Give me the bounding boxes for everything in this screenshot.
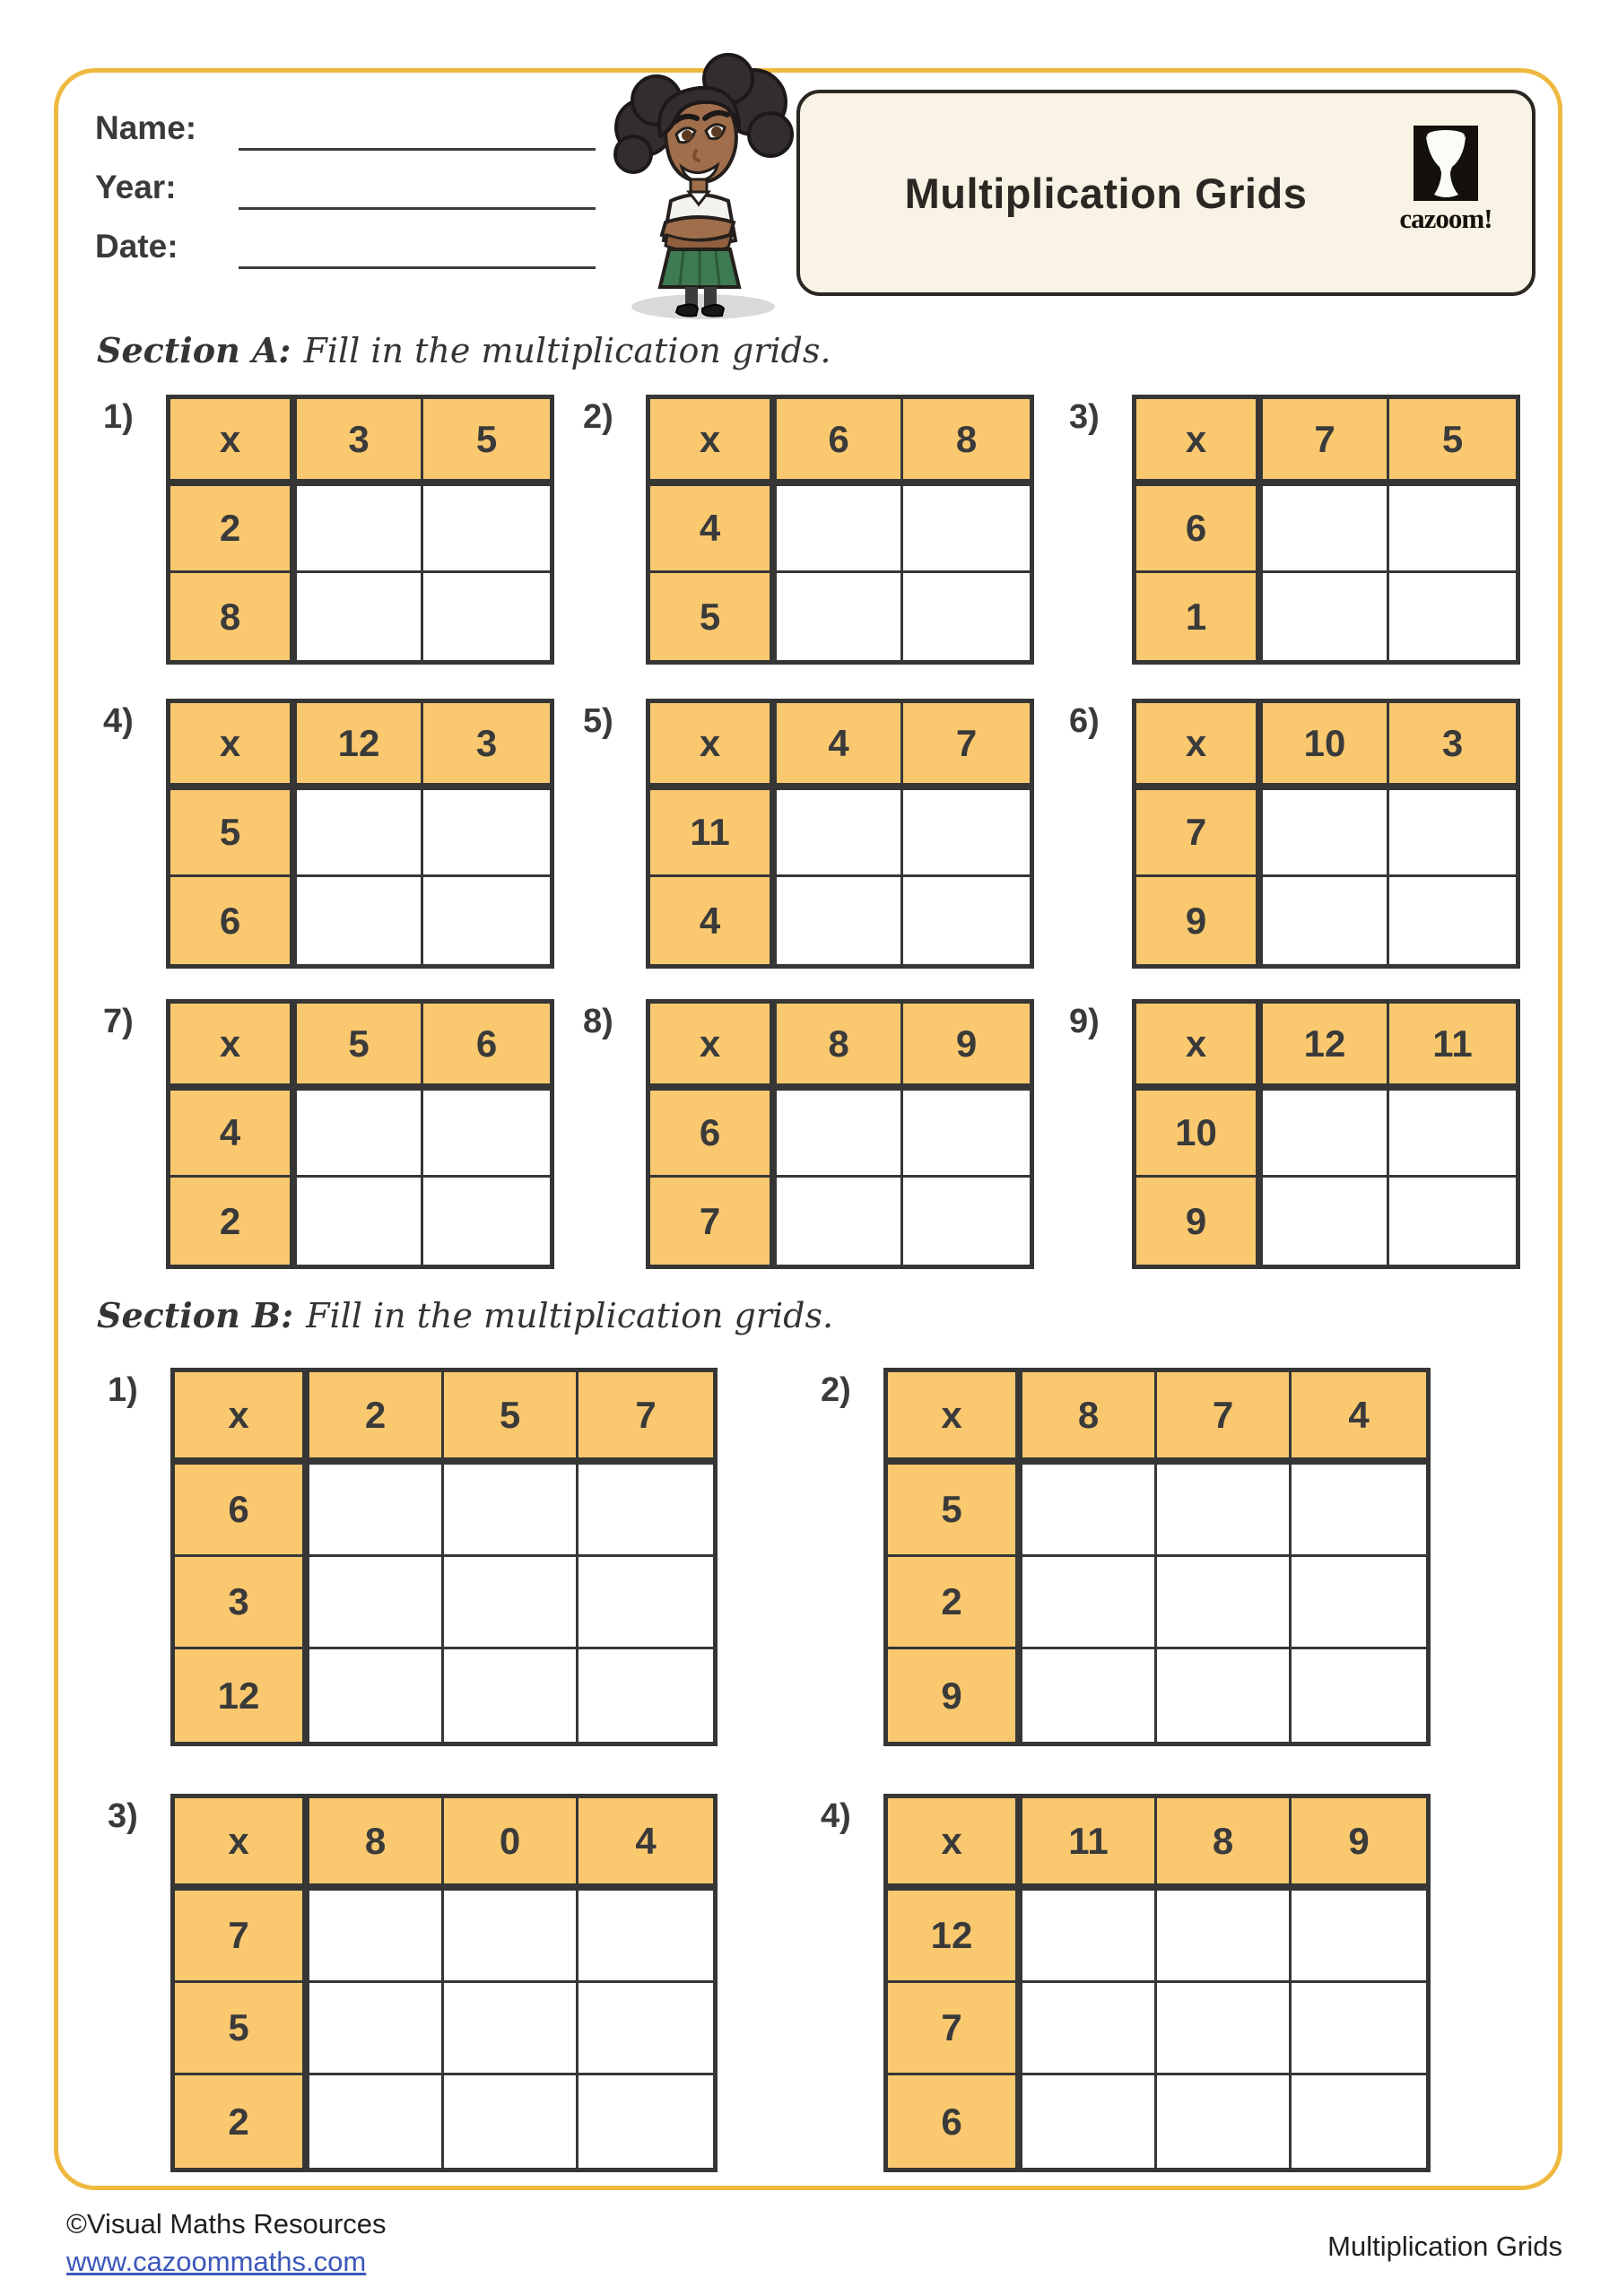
multiplication-grid-unit xyxy=(103,699,554,969)
answer-cell xyxy=(1157,1891,1292,1983)
answer-cell xyxy=(1292,1557,1426,1649)
section-b-heading xyxy=(97,1295,833,1335)
answer-cell xyxy=(1389,877,1516,964)
answer-cell xyxy=(1389,1091,1516,1178)
column-header-cell: 7 xyxy=(903,703,1030,790)
answer-cell xyxy=(1389,1178,1516,1265)
multiplication-grid-unit xyxy=(1069,395,1520,665)
answer-cell xyxy=(423,573,550,660)
row-header-cell: 11 xyxy=(650,790,777,877)
title-box xyxy=(796,90,1535,296)
answer-cell xyxy=(297,486,423,573)
operator-cell: x xyxy=(1136,399,1263,486)
answer-cell xyxy=(423,1091,550,1178)
column-header-cell: 5 xyxy=(444,1372,578,1465)
multiplication-grid-unit xyxy=(583,699,1034,969)
multiplication-table xyxy=(646,395,1034,665)
column-header-cell: 4 xyxy=(1292,1372,1426,1465)
answer-cell xyxy=(297,573,423,660)
row-header-cell: 8 xyxy=(170,573,297,660)
row-header-cell: 7 xyxy=(888,1983,1022,2075)
row-header-cell: 4 xyxy=(650,486,777,573)
answer-cell xyxy=(777,573,903,660)
grid-number-label: 4) xyxy=(821,1797,851,1835)
row-header-cell: 7 xyxy=(175,1891,309,1983)
multiplication-table xyxy=(166,395,554,665)
answer-cell xyxy=(1292,1891,1426,1983)
name-field-label: Name: xyxy=(95,109,197,146)
answer-cell xyxy=(1022,1465,1157,1557)
column-header-cell: 10 xyxy=(1263,703,1389,790)
operator-cell: x xyxy=(175,1372,309,1465)
row-header-cell: 9 xyxy=(1136,1178,1263,1265)
multiplication-table xyxy=(883,1794,1431,2172)
section-a-label: Section A: xyxy=(97,330,291,370)
row-header-cell: 7 xyxy=(650,1178,777,1265)
answer-cell xyxy=(903,877,1030,964)
operator-cell: x xyxy=(888,1372,1022,1465)
answer-cell xyxy=(1292,1465,1426,1557)
answer-cell xyxy=(578,1465,713,1557)
answer-cell xyxy=(777,486,903,573)
footer-doc-title: Multiplication Grids xyxy=(1327,2231,1562,2262)
answer-cell xyxy=(1157,1649,1292,1742)
answer-cell xyxy=(309,1465,444,1557)
multiplication-grid-unit xyxy=(1069,699,1520,969)
column-header-cell: 6 xyxy=(423,1004,550,1091)
answer-cell xyxy=(1263,1091,1389,1178)
grid-number-label: 6) xyxy=(1069,702,1100,740)
column-header-cell: 5 xyxy=(423,399,550,486)
answer-cell xyxy=(1292,2075,1426,2168)
section-a-instruction: Fill in the multiplication grids. xyxy=(303,331,831,370)
row-header-cell: 5 xyxy=(175,1983,309,2075)
answer-cell xyxy=(297,790,423,877)
answer-cell xyxy=(1263,1178,1389,1265)
grid-number-label: 3) xyxy=(1069,398,1100,436)
answer-cell xyxy=(1292,1983,1426,2075)
answer-cell xyxy=(309,1557,444,1649)
operator-cell: x xyxy=(170,399,297,486)
operator-cell: x xyxy=(175,1798,309,1891)
answer-cell xyxy=(1263,486,1389,573)
column-header-cell: 8 xyxy=(309,1798,444,1891)
multiplication-grid-unit xyxy=(583,395,1034,665)
answer-cell xyxy=(578,1983,713,2075)
multiplication-table xyxy=(170,1794,718,2172)
operator-cell: x xyxy=(1136,703,1263,790)
date-field-line xyxy=(239,266,596,269)
answer-cell xyxy=(309,1649,444,1742)
column-header-cell: 8 xyxy=(903,399,1030,486)
row-header-cell: 6 xyxy=(170,877,297,964)
page-title: Multiplication Grids xyxy=(904,169,1308,217)
row-header-cell: 2 xyxy=(170,486,297,573)
row-header-cell: 6 xyxy=(1136,486,1263,573)
row-header-cell: 1 xyxy=(1136,573,1263,660)
answer-cell xyxy=(1022,1983,1157,2075)
row-header-cell: 2 xyxy=(888,1557,1022,1649)
year-field-label: Year: xyxy=(95,169,177,205)
answer-cell xyxy=(1157,2075,1292,2168)
schoolgirl-illustration xyxy=(603,45,798,321)
answer-cell xyxy=(297,1178,423,1265)
answer-cell xyxy=(578,2075,713,2168)
multiplication-table xyxy=(166,999,554,1269)
column-header-cell: 5 xyxy=(1389,399,1516,486)
answer-cell xyxy=(309,2075,444,2168)
multiplication-grid-unit xyxy=(103,999,554,1269)
multiplication-grid-unit xyxy=(1069,999,1520,1269)
multiplication-table xyxy=(1132,999,1520,1269)
grid-number-label: 9) xyxy=(1069,1003,1100,1040)
column-header-cell: 8 xyxy=(1157,1798,1292,1891)
multiplication-grid-unit xyxy=(821,1368,1431,1746)
answer-cell xyxy=(777,790,903,877)
column-header-cell: 4 xyxy=(578,1798,713,1891)
column-header-cell: 8 xyxy=(1022,1372,1157,1465)
row-header-cell: 6 xyxy=(888,2075,1022,2168)
answer-cell xyxy=(1157,1983,1292,2075)
column-header-cell: 7 xyxy=(1263,399,1389,486)
answer-cell xyxy=(578,1891,713,1983)
grid-number-label: 1) xyxy=(103,398,134,436)
column-header-cell: 3 xyxy=(423,703,550,790)
date-field-label: Date: xyxy=(95,228,178,265)
answer-cell xyxy=(1022,2075,1157,2168)
answer-cell xyxy=(1157,1557,1292,1649)
multiplication-grid-unit xyxy=(103,395,554,665)
operator-cell: x xyxy=(888,1798,1022,1891)
column-header-cell: 12 xyxy=(297,703,423,790)
row-header-cell: 4 xyxy=(170,1091,297,1178)
answer-cell xyxy=(903,1091,1030,1178)
answer-cell xyxy=(423,486,550,573)
answer-cell xyxy=(297,1091,423,1178)
answer-cell xyxy=(1263,790,1389,877)
grid-number-label: 3) xyxy=(108,1797,138,1835)
answer-cell xyxy=(444,1557,578,1649)
column-header-cell: 5 xyxy=(297,1004,423,1091)
column-header-cell: 7 xyxy=(578,1372,713,1465)
logo-wordmark: cazoom! xyxy=(1399,203,1492,234)
multiplication-grid-unit xyxy=(583,999,1034,1269)
answer-cell xyxy=(297,877,423,964)
column-header-cell: 9 xyxy=(1292,1798,1426,1891)
copyright-text: ©Visual Maths Resources xyxy=(66,2208,387,2239)
operator-cell: x xyxy=(650,703,777,790)
operator-cell: x xyxy=(650,1004,777,1091)
multiplication-grid-unit xyxy=(108,1794,718,2172)
multiplication-table xyxy=(646,999,1034,1269)
column-header-cell: 12 xyxy=(1263,1004,1389,1091)
answer-cell xyxy=(1263,573,1389,660)
row-header-cell: 5 xyxy=(170,790,297,877)
answer-cell xyxy=(423,877,550,964)
multiplication-table xyxy=(1132,395,1520,665)
row-header-cell: 12 xyxy=(888,1891,1022,1983)
multiplication-grid-unit xyxy=(108,1368,718,1746)
answer-cell xyxy=(1022,1649,1157,1742)
answer-cell xyxy=(444,1649,578,1742)
grid-number-label: 1) xyxy=(108,1371,138,1409)
row-header-cell: 12 xyxy=(175,1649,309,1742)
multiplication-table xyxy=(170,1368,718,1746)
section-a-heading xyxy=(97,330,831,370)
answer-cell xyxy=(444,1983,578,2075)
grid-number-label: 7) xyxy=(103,1003,134,1040)
djembe-drum-icon xyxy=(1414,126,1478,201)
row-header-cell: 6 xyxy=(650,1091,777,1178)
answer-cell xyxy=(1292,1649,1426,1742)
row-header-cell: 5 xyxy=(650,573,777,660)
year-field-line xyxy=(239,207,596,210)
answer-cell xyxy=(423,790,550,877)
operator-cell: x xyxy=(170,703,297,790)
column-header-cell: 0 xyxy=(444,1798,578,1891)
answer-cell xyxy=(1389,790,1516,877)
column-header-cell: 3 xyxy=(297,399,423,486)
row-header-cell: 2 xyxy=(175,2075,309,2168)
column-header-cell: 11 xyxy=(1022,1798,1157,1891)
section-b-instruction: Fill in the multiplication grids. xyxy=(306,1296,834,1335)
section-b-label: Section B: xyxy=(97,1295,294,1335)
answer-cell xyxy=(309,1891,444,1983)
column-header-cell: 6 xyxy=(777,399,903,486)
answer-cell xyxy=(777,877,903,964)
answer-cell xyxy=(1022,1891,1157,1983)
column-header-cell: 2 xyxy=(309,1372,444,1465)
column-header-cell: 9 xyxy=(903,1004,1030,1091)
grid-number-label: 4) xyxy=(103,702,134,740)
multiplication-table xyxy=(883,1368,1431,1746)
column-header-cell: 8 xyxy=(777,1004,903,1091)
grid-number-label: 8) xyxy=(583,1003,613,1040)
multiplication-table xyxy=(166,699,554,969)
row-header-cell: 9 xyxy=(888,1649,1022,1742)
grid-number-label: 5) xyxy=(583,702,613,740)
answer-cell xyxy=(777,1178,903,1265)
answer-cell xyxy=(1389,573,1516,660)
multiplication-table xyxy=(1132,699,1520,969)
answer-cell xyxy=(444,1891,578,1983)
answer-cell xyxy=(903,790,1030,877)
answer-cell xyxy=(444,2075,578,2168)
name-field-line xyxy=(239,148,596,151)
operator-cell: x xyxy=(170,1004,297,1091)
row-header-cell: 3 xyxy=(175,1557,309,1649)
cazoom-logo xyxy=(1374,126,1518,235)
column-header-cell: 7 xyxy=(1157,1372,1292,1465)
row-header-cell: 4 xyxy=(650,877,777,964)
row-header-cell: 9 xyxy=(1136,877,1263,964)
grid-number-label: 2) xyxy=(821,1371,851,1409)
column-header-cell: 3 xyxy=(1389,703,1516,790)
answer-cell xyxy=(903,1178,1030,1265)
column-header-cell: 11 xyxy=(1389,1004,1516,1091)
grid-number-label: 2) xyxy=(583,398,613,436)
answer-cell xyxy=(578,1557,713,1649)
answer-cell xyxy=(578,1649,713,1742)
answer-cell xyxy=(903,486,1030,573)
answer-cell xyxy=(1389,486,1516,573)
row-header-cell: 7 xyxy=(1136,790,1263,877)
row-header-cell: 2 xyxy=(170,1178,297,1265)
answer-cell xyxy=(444,1465,578,1557)
multiplication-grid-unit xyxy=(821,1794,1431,2172)
answer-cell xyxy=(1157,1465,1292,1557)
answer-cell xyxy=(423,1178,550,1265)
website-link[interactable]: www.cazoommaths.com xyxy=(66,2246,367,2277)
answer-cell xyxy=(903,573,1030,660)
operator-cell: x xyxy=(1136,1004,1263,1091)
answer-cell xyxy=(1263,877,1389,964)
operator-cell: x xyxy=(650,399,777,486)
row-header-cell: 10 xyxy=(1136,1091,1263,1178)
row-header-cell: 5 xyxy=(888,1465,1022,1557)
answer-cell xyxy=(1022,1557,1157,1649)
answer-cell xyxy=(777,1091,903,1178)
multiplication-table xyxy=(646,699,1034,969)
column-header-cell: 4 xyxy=(777,703,903,790)
row-header-cell: 6 xyxy=(175,1465,309,1557)
answer-cell xyxy=(309,1983,444,2075)
